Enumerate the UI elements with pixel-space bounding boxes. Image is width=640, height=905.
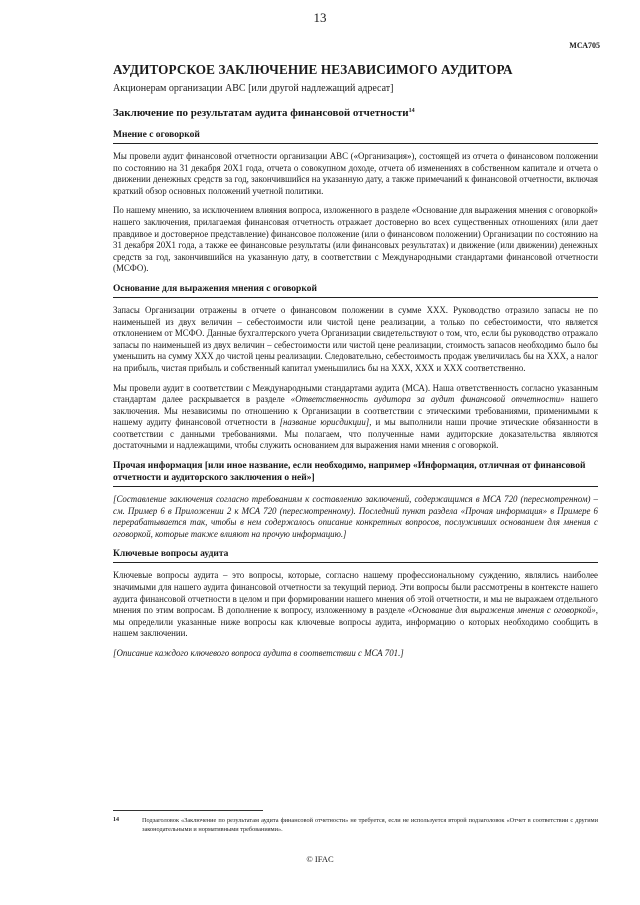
section-heading-text: Заключение по результатам аудита финансовой отчетности	[113, 107, 409, 119]
kam-paragraph-1	[113, 570, 598, 640]
kam-text-c: , мы определили указанные ниже вопросы как ключевые вопросы аудита, информацию о которых необходимо сообщить в нашем заключении.	[113, 605, 598, 639]
page-number: 13	[313, 10, 327, 25]
kam-text-b: «Основание для выражения мнения с оговоркой»	[407, 605, 596, 616]
kam-text-a: Ключевые вопросы аудита – это вопросы, которые, согласно нашему профессиональному суждению, являлись наиболее значимыми для нашего аудита финансовой отчетности за текущий период. Эти вопросы были рассмотрены в контексте нашего аудита финансовой отчетности в целом и при формировании нашего мнения об этой отчетности, и мы не выражаем отдельного мнения по этим вопросам. В дополнение к вопросу, изложенному в разделе	[113, 570, 598, 616]
footnote-divider	[113, 810, 263, 811]
copyright: © IFAC	[306, 854, 334, 864]
basis-paragraph-1: Запасы Организации отражены в отчете о финансовом положении в сумме ХХХ. Руководство отразило запасы не по наименьшей из двух величин – себестоимости или чистой цене реализации, а только по себестоимости, что является отклонением от МСФО. Данные бухгалтерского учета Организации свидетельствуют о том, что, если бы руководство отражало запасы по наименьшей из двух величин – себестоимости или чистой цене реализации, стоимость запасов необходимо было бы уменьшить на сумму ХХХ до чистой цены реализации. Следовательно, себестоимость продаж увеличилась бы на ХХХ, а налог на прибыль, чистая прибыль и собственный капитал уменьшились бы на ХХХ, ХХХ и ХХХ соответственно.	[113, 304, 598, 373]
opinion-heading: Мнение с оговоркой	[113, 129, 598, 144]
basis-text-b: «Ответственность аудитора за аудит финансовой отчетности»	[290, 394, 565, 405]
report-title: АУДИТОРСКОЕ ЗАКЛЮЧЕНИЕ НЕЗАВИСИМОГО АУДИТОРА	[113, 62, 513, 77]
other-info-heading: Прочая информация [или иное название, если необходимо, например «Информация, отличная от финансовой отчетности и аудиторского заключения о ней»]	[113, 460, 598, 487]
footnote-text: Подзаголовок «Заключение по результатам аудита финансовой отчетности» не требуется, если не используется второй подзаголовок «Отчет в соответствии с другими законодательными и нормативными требованиями».	[142, 817, 598, 833]
other-info-note: [Составление заключения согласно требованиям к составлению заключений, содержащимся в МСА 720 (пересмотренном) – см. Пример 6 в Приложении 2 к МСА 720 (пересмотренному). Последний пункт раздела «Прочая информация» в Примере 6 перерабатывается так, чтобы в нем содержалось описание конкретных вопросов, послуживших основанием для мнения с оговоркой, которые также влияют на прочую информацию.]	[113, 494, 598, 539]
basis-paragraph-2	[113, 383, 598, 453]
basis-heading: Основание для выражения мнения с оговоркой	[113, 283, 598, 298]
report-body	[113, 62, 598, 668]
kam-note: [Описание каждого ключевого вопроса аудита в соответствии с МСА 701.]	[113, 648, 404, 658]
basis-text-c: нашего заключения. Мы независимы по отношению к Организации в соответствии с этическими требованиями, применимыми к нашему аудиту финансовой отчетности в	[113, 394, 598, 428]
document-code: МСА705	[569, 41, 600, 50]
footnote-reference[interactable]: 14	[408, 108, 415, 114]
opinion-paragraph-1: Мы провели аудит финансовой отчетности организации АВС («Организация»), состоящей из отчета о финансовом положении по состоянию на 31 декабря 20Х1 года, отчета о совокупном доходе, отчета об изменениях в собственном капитале и отчета о движении денежных средств за год, закончившийся на указанную дату, а также примечаний к финансовой отчетности, включая краткий обзор основных положений учетной политики.	[113, 151, 598, 196]
footnote	[113, 816, 598, 834]
footnote-mark: 14	[113, 817, 119, 823]
kam-heading: Ключевые вопросы аудита	[113, 548, 598, 563]
section-heading	[113, 106, 598, 120]
basis-text-d: [название юрисдикции]	[279, 417, 370, 428]
basis-text-e: , и мы выполнили наши прочие этические обязанности в соответствии с данными требованиями. Мы полагаем, что полученные нами аудиторские доказательства являются достаточными и надлежащими, чтобы служить основанием для выражения нами мнения с оговоркой.	[113, 417, 598, 451]
basis-text-a: Мы провели аудит в соответствии с Международными стандартами аудита (МСА). Наша ответственность согласно указанным стандартам далее раскрывается в разделе	[113, 382, 598, 405]
opinion-paragraph-2: По нашему мнению, за исключением влияния вопроса, изложенного в разделе «Основание для выражения мнения с оговоркой» нашего заключения, прилагаемая финансовая отчетность отражает достоверно во всех существенных отношениях (или дает правдивое и достоверное представление) финансовое положение (или о финансовом положении) Организации по состоянию на 31 декабря 20Х1 года, а также ее финансовые результаты (или финансовых результатах) и движение (или движении) денежных средств за год, закончившийся на указанную дату, в соответствии с Международными стандартами финансовой отчетности (МСФО).	[113, 205, 598, 274]
addressee: Акционерам организации АВС [или другой надлежащий адресат]	[113, 83, 394, 94]
